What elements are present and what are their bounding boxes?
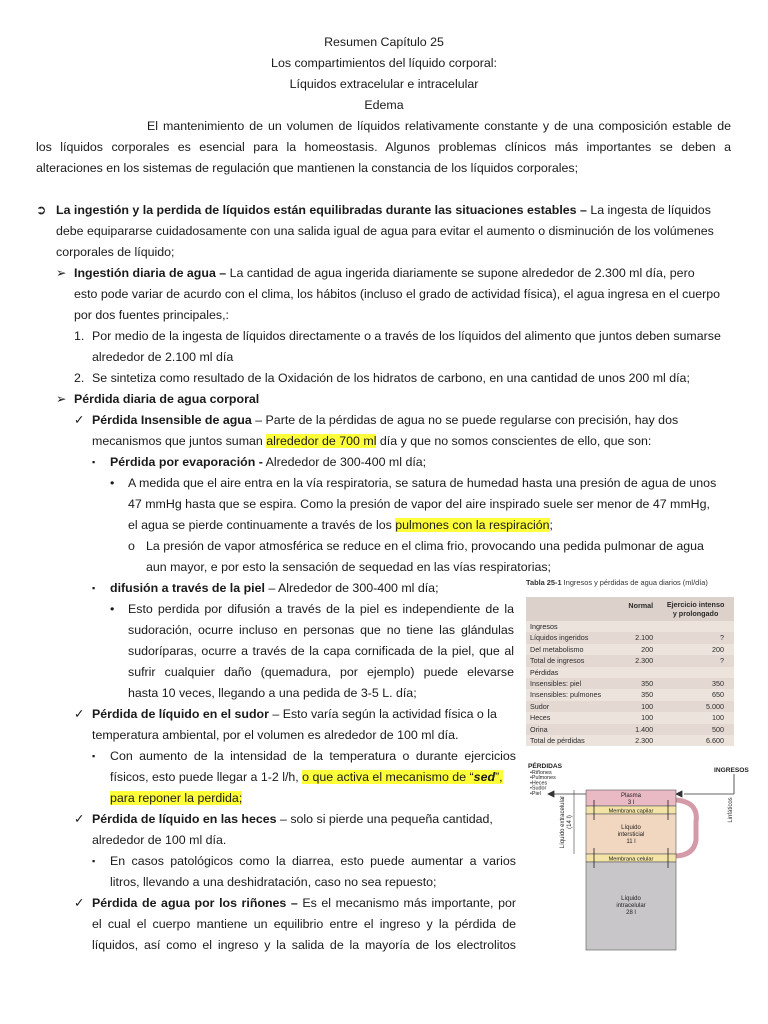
heading-text: La ingesta de líquidos	[586, 203, 711, 217]
table-row	[526, 644, 734, 655]
list-item: Por medio de la ingesta de líquidos directamente o a través de los líquidos del alimento que juntos deben sumarse	[92, 329, 721, 343]
arrowhead-bullet-icon: ➢	[56, 266, 67, 280]
table-cell: Orina	[530, 724, 548, 734]
table-cell: 500	[712, 724, 724, 734]
table-cell: Total de ingresos	[530, 656, 585, 666]
intro-line: alteraciones en los sistemas de regulación que mantienen la constancia de los líquidos corporales;	[36, 161, 579, 175]
paragraph-line	[110, 767, 503, 788]
loss-item: •Riñones	[530, 770, 552, 776]
extracellular-label: Líquido extracelular	[560, 795, 566, 849]
table-cell: 350	[712, 679, 724, 689]
intracellular-label: Líquido	[621, 896, 641, 902]
arrow-bullet-icon: ➲	[36, 203, 47, 217]
paragraph-line: líquidos, así como el ingreso y la salida de la mayoría de los electrolitos	[92, 938, 516, 952]
text-part: ;	[549, 518, 553, 532]
intracellular-label: intracelular	[616, 903, 646, 909]
table-cell: Heces	[530, 713, 551, 723]
item-text: – Parte de la pérdidas de agua no se puede regularse con precisión, hay dos	[251, 413, 679, 427]
table-cell: Insensibles: pulmones	[530, 690, 602, 700]
item-bold: Pérdida Insensible de agua	[92, 413, 252, 427]
check-bullet-icon: ✓	[74, 413, 85, 427]
highlighted-text: para reponer la perdida;	[110, 791, 243, 805]
item-text: – Esto varía según la actividad física o la	[268, 707, 497, 721]
table-caption-text: Ingresos y pérdidas de agua diarios (ml/día)	[561, 578, 708, 587]
text-part: mecanismos que juntos suman	[92, 434, 267, 448]
heading-text: La cantidad de agua ingerida diariamente se supone alrededor de 2.300 ml día, pero	[226, 266, 695, 280]
table-cell: 100	[641, 701, 654, 711]
paragraph-line: hasta 10 veces, llegando a una pedida de 3-5 L. día;	[128, 686, 417, 700]
lymphatic-vessel	[676, 800, 696, 856]
table-cell: Pérdidas	[530, 667, 559, 677]
table-row	[526, 667, 734, 678]
item-heading	[110, 578, 439, 599]
table-cell: ?	[720, 656, 724, 666]
table-row	[526, 701, 734, 712]
paragraph-line: A medida que el aire entra en la vía respiratoria, se satura de humedad hasta una presión de agua de unos	[128, 476, 717, 490]
square-bullet-icon: ▪	[92, 583, 96, 593]
interstitial-label: intersticial	[617, 832, 645, 838]
paragraph-line: 47 mmHg hasta que se espira. Como la presión de vapor del aire inspirado suele ser menor de 47 mmHg,	[128, 497, 710, 511]
loss-item: •Pulmones	[530, 775, 556, 782]
item-heading	[110, 452, 426, 473]
loss-item: •Heces	[530, 780, 548, 787]
table-cell: Ingresos	[530, 622, 558, 631]
paragraph-line: La presión de vapor atmosférica se reduce en el clima frio, provocando una pedida pulmonar de agua	[146, 539, 704, 553]
extracellular-volume: (14 l)	[567, 815, 573, 829]
subtitle: Edema	[364, 98, 404, 112]
table-cell: 2.300	[635, 736, 654, 746]
capillary-membrane-label: Membrana capilar	[608, 808, 654, 815]
paragraph-line	[110, 788, 242, 809]
paragraph-line: sufrir cualquier daño (quemadura, por ejemplo) puede elevarse	[128, 665, 514, 679]
item-heading	[92, 893, 516, 914]
square-bullet-icon: ▪	[92, 856, 96, 866]
table-cell: 5.000	[706, 701, 724, 711]
loss-item: •Piel	[530, 790, 541, 797]
paragraph-line: debe equipararse cuidadosamente con una salida igual de agua para evitar el aumento o disminución de los volúmenes	[56, 224, 714, 238]
table-cell: Insensibles: piel	[530, 679, 582, 689]
col2-line1: Ejercicio intenso	[666, 600, 725, 609]
dot-bullet-icon: •	[110, 602, 115, 616]
table-row	[526, 735, 734, 746]
item-bold: Pérdida de agua por los riñones –	[92, 896, 298, 910]
text-part: el agua se pierde continuamente a través de los	[128, 518, 396, 532]
text-part: día y que no somos conscientes de ello, que son:	[376, 434, 652, 448]
table-caption-number: Tabla 25-1	[526, 578, 562, 587]
item-bold: Pérdida de líquido en el sudor	[92, 707, 269, 721]
square-bullet-icon: ▪	[92, 751, 96, 761]
table-cell: 200	[712, 644, 724, 654]
table-row	[526, 678, 734, 689]
list-number: 1.	[74, 329, 85, 343]
highlight-part: ”,	[495, 770, 503, 784]
page-title: Resumen Capítulo 25	[324, 35, 444, 49]
table-cell: 1.400	[635, 724, 654, 734]
table-row	[526, 712, 734, 723]
interstitial-label: Líquido	[621, 825, 641, 831]
check-bullet-icon: ✓	[74, 896, 85, 910]
cell-membrane-label: Membrana celular	[608, 856, 654, 863]
highlighted-text: pulmones con la respiración	[395, 518, 550, 532]
paragraph-line: Esto perdida por difusión a través de la piel es independiente de la	[128, 602, 514, 616]
table-cell	[619, 667, 657, 678]
table-row	[526, 632, 734, 643]
paragraph-line: Con aumento de la intensidad de la temperatura o durante ejercicios	[110, 749, 516, 763]
linfaticos-label: Linfáticos	[728, 797, 734, 823]
table-header-cell	[526, 597, 619, 621]
item-bold: Pérdida de líquido en las heces	[92, 812, 277, 826]
table-cell: 650	[712, 690, 724, 700]
intro-line: los líquidos corporales es esencial para la homeostasis. Algunos problemas clínicos más importantes se deben a	[36, 140, 731, 154]
table-cell: Total de pérdidas	[530, 736, 585, 746]
paragraph-line	[92, 431, 651, 452]
table-header-cell: Normal	[628, 601, 654, 610]
table-cell	[657, 667, 734, 678]
list-number: 2.	[74, 371, 85, 385]
table-header-cell	[657, 597, 734, 621]
item-bold: difusión a través de la piel	[110, 581, 265, 595]
paragraph-line: por dos fuentes principales,:	[74, 308, 229, 322]
intro-line: El mantenimiento de un volumen de líquidos relativamente constante y de una composición estable de	[147, 119, 731, 133]
highlight-emphasis: sed	[473, 770, 496, 784]
table-cell: ?	[720, 633, 724, 643]
table-row	[526, 689, 734, 700]
body-fluid-compartments-diagram	[524, 760, 762, 956]
table-cell	[657, 621, 734, 632]
table-cell: 350	[641, 679, 654, 689]
table-caption	[526, 578, 708, 587]
circle-bullet-icon: o	[128, 539, 135, 553]
subsection-heading	[74, 263, 695, 284]
section-heading	[56, 200, 711, 221]
paragraph-line: sudoración, ocurre incluso en personas que no tiene las glándulas	[128, 623, 514, 637]
perdidas-label: PÉRDIDAS	[528, 763, 563, 770]
list-item: Se sintetiza como resultado de la Oxidación de los hidratos de carbono, en una cantidad de unos 200 ml día;	[92, 371, 690, 385]
paragraph-line: En casos patológicos como la diarrea, esto puede aumentar a varios	[110, 854, 516, 868]
table-cell: 2.100	[635, 633, 654, 643]
text-part: físicos, esto puede llegar a 1-2 l/h,	[110, 770, 303, 784]
highlight-part: o que activa el mecanismo de “	[302, 770, 474, 784]
item-heading	[92, 410, 678, 431]
item-heading	[92, 704, 497, 725]
table-cell	[619, 621, 657, 632]
check-bullet-icon: ✓	[74, 812, 85, 826]
heading-bold: La ingestión y la perdida de líquidos están equilibradas durante las situaciones estables –	[56, 203, 587, 217]
paragraph-line: sudoríparas, ocurre a través de la capa cornificada de la piel, que al	[128, 644, 514, 658]
arrowhead-bullet-icon: ➢	[56, 392, 67, 406]
table-cell: 100	[712, 713, 724, 723]
item-text: Alrededor de 300-400 ml día;	[262, 455, 427, 469]
item-text: Es el mecanismo más importante, por	[297, 896, 516, 910]
water-balance-table	[526, 597, 734, 746]
table-cell: 350	[641, 690, 654, 700]
subtitle: Líquidos extracelular e intracelular	[289, 77, 479, 91]
table-cell: 6.600	[706, 736, 724, 746]
item-bold: Pérdida por evaporación -	[110, 455, 263, 469]
table-cell: Del metabolismo	[530, 644, 584, 654]
interstitial-volume: 11 l	[626, 839, 636, 845]
paragraph-line: esto pode variar de acurdo con el clima, los hábitos (incluso el grado de actividad física), el agua ingresa en el cuerpo	[74, 287, 721, 301]
table-cell: Líquidos ingeridos	[530, 633, 589, 643]
paragraph-line: alrededor de 100 ml día.	[92, 833, 227, 847]
intracellular-volume: 28 l	[626, 910, 636, 916]
plasma-label: Plasma	[620, 793, 642, 799]
list-item: alrededor de 2.100 ml día	[92, 350, 234, 364]
col2-line2: y prolongado	[672, 609, 719, 618]
heading-bold: Ingestión diaria de agua –	[74, 266, 227, 280]
table-cell: 100	[641, 713, 654, 723]
paragraph-line: litros, llevando a una deshidratación, caso no sea repuesto;	[110, 875, 437, 889]
table-cell: 2.300	[635, 656, 654, 666]
ingresos-label: INGRESOS	[714, 767, 749, 774]
paragraph-line: aun mayor, e por esto la sensación de sequedad en las vías respiratorias;	[146, 560, 552, 574]
paragraph-line: corporales de líquido;	[56, 245, 175, 259]
item-text: – solo si pierde una pequeña cantidad,	[276, 812, 493, 826]
table-cell: Sudor	[530, 701, 550, 711]
dot-bullet-icon: •	[110, 476, 115, 490]
table-row	[526, 655, 734, 666]
paragraph-line: el cual el cuerpo mantiene un equilibrio entre el ingreso y la pérdida de	[92, 917, 516, 931]
highlighted-text	[302, 770, 502, 784]
table-row	[526, 724, 734, 735]
table-cell: 200	[641, 644, 654, 654]
table-row	[526, 621, 734, 632]
square-bullet-icon: ▪	[92, 457, 96, 467]
loss-item: •Sudor	[530, 785, 547, 792]
subsection-heading: Pérdida diaria de agua corporal	[74, 392, 260, 406]
item-text: – Alrededor de 300-400 ml día;	[264, 581, 439, 595]
check-bullet-icon: ✓	[74, 707, 85, 721]
plasma-volume: 3 l	[627, 800, 635, 806]
table-header-row	[526, 597, 734, 621]
subtitle: Los compartimientos del líquido corporal:	[271, 56, 497, 70]
highlighted-text: alrededor de 700 ml	[266, 434, 377, 448]
paragraph-line	[128, 515, 553, 536]
paragraph-line: temperatura ambiental, por el volumen es alrededor de 100 ml día.	[92, 728, 459, 742]
item-heading	[92, 809, 493, 830]
